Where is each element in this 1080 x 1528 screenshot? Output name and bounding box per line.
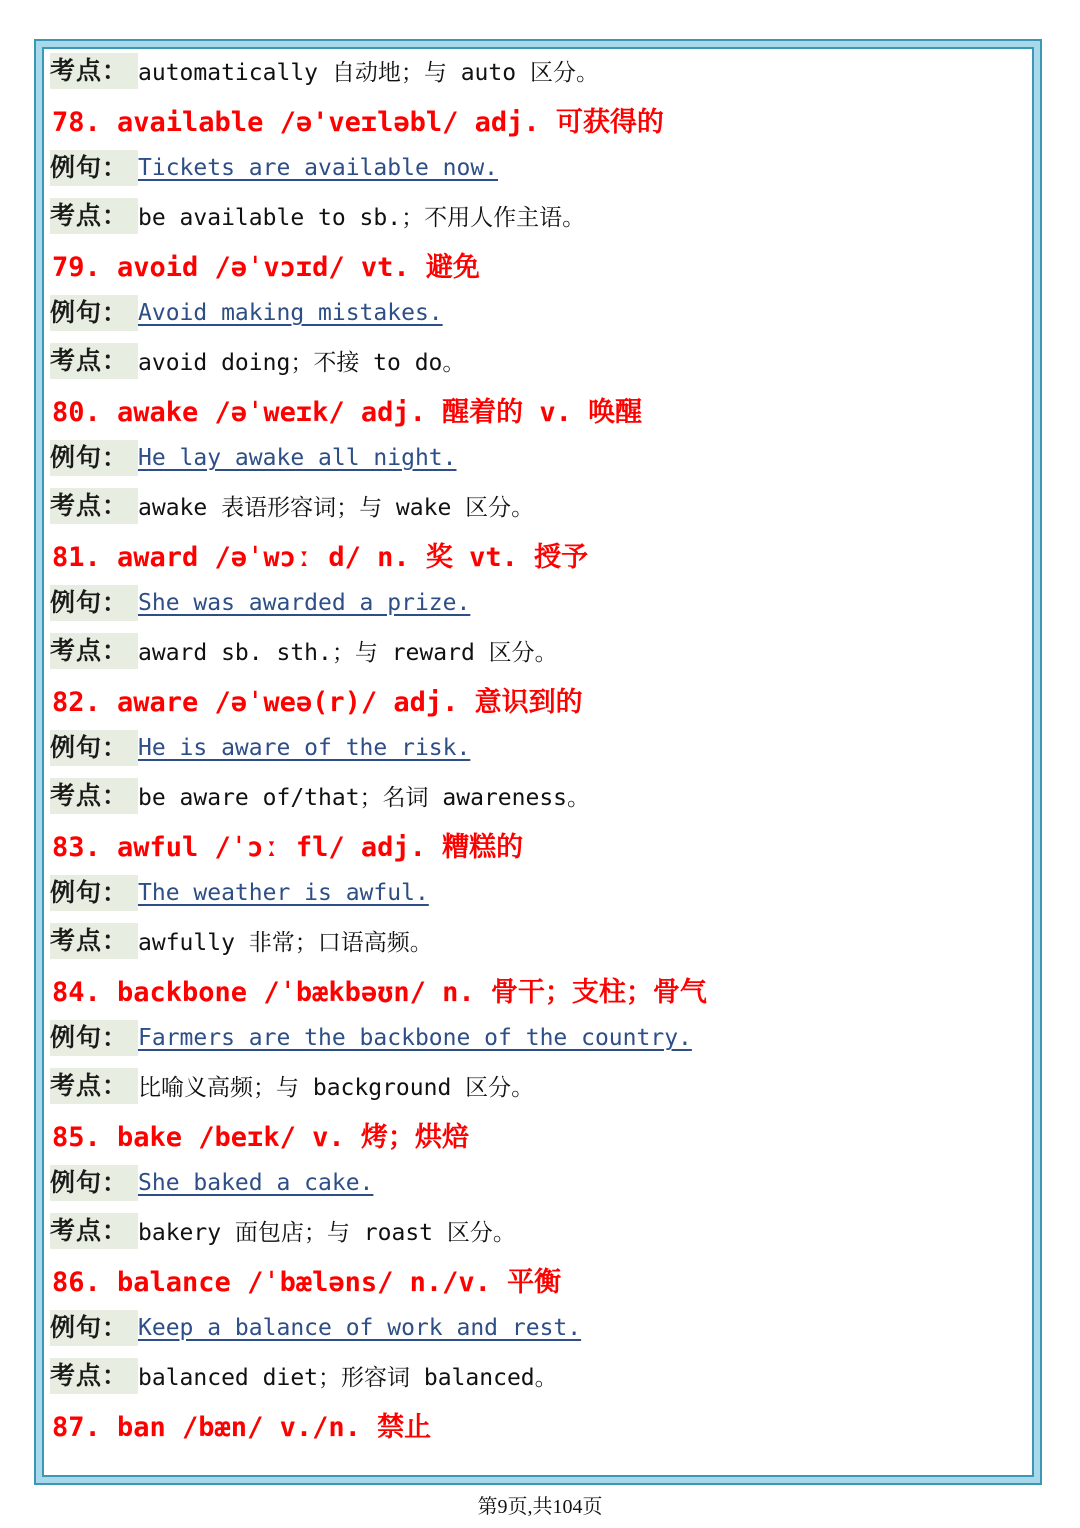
example-sentence: She baked a cake. xyxy=(138,1170,374,1196)
note-text: balanced diet；形容词 balanced。 xyxy=(138,1365,558,1391)
note-label: 考点： xyxy=(50,488,138,524)
example-sentence: He is aware of the risk. xyxy=(138,735,471,761)
note-row xyxy=(50,772,1030,819)
entry-heading-text: 81. award /əˈwɔː d/ n. 奖 vt. 授予 xyxy=(52,541,589,573)
example-label: 例句： xyxy=(50,440,138,476)
example-row xyxy=(50,1014,1030,1062)
note-row xyxy=(50,482,1030,529)
entry-heading xyxy=(50,674,1030,724)
entry-heading xyxy=(50,239,1030,289)
example-sentence: Tickets are available now. xyxy=(138,155,499,181)
note-label: 考点： xyxy=(50,778,138,814)
example-row xyxy=(50,579,1030,627)
example-row xyxy=(50,869,1030,917)
entry-heading xyxy=(50,964,1030,1014)
note-text: avoid doing；不接 to do。 xyxy=(138,350,466,376)
entry-heading-text: 85. bake /beɪk/ v. 烤；烘焙 xyxy=(52,1121,469,1153)
entry-heading-text: 78. available /ə'veɪləbl/ adj. 可获得的 xyxy=(52,106,664,138)
entry-heading-text: 87. ban /bæn/ v./n. 禁止 xyxy=(52,1411,432,1443)
example-row xyxy=(50,144,1030,192)
note-text: be aware of/that；名词 awareness。 xyxy=(138,785,591,811)
note-row xyxy=(50,627,1030,674)
note-label: 考点： xyxy=(50,1358,138,1394)
example-label: 例句： xyxy=(50,1165,138,1201)
note-row xyxy=(50,1062,1030,1109)
note-row xyxy=(50,192,1030,239)
note-label: 考点： xyxy=(50,1213,138,1249)
example-row xyxy=(50,1159,1030,1207)
example-sentence: Keep a balance of work and rest. xyxy=(138,1315,582,1341)
entry-heading-text: 83. awful /ˈɔː fl/ adj. 糟糕的 xyxy=(52,831,524,863)
note-label: 考点： xyxy=(50,343,138,379)
note-row xyxy=(50,1352,1030,1399)
example-sentence: He lay awake all night. xyxy=(138,445,457,471)
note-text: awake 表语形容词；与 wake 区分。 xyxy=(138,495,535,521)
example-label: 例句： xyxy=(50,1310,138,1346)
example-label: 例句： xyxy=(50,585,138,621)
example-row xyxy=(50,434,1030,482)
note-text: bakery 面包店；与 roast 区分。 xyxy=(138,1220,516,1246)
example-label: 例句： xyxy=(50,1020,138,1056)
example-label: 例句： xyxy=(50,875,138,911)
example-label: 例句： xyxy=(50,295,138,331)
note-label: 考点： xyxy=(50,198,138,234)
note-text: awfully 非常；口语高频。 xyxy=(138,930,433,956)
example-label: 例句： xyxy=(50,150,138,186)
example-sentence: The weather is awful. xyxy=(138,880,429,906)
page-number: 第9页,共104页 xyxy=(477,1496,603,1518)
example-sentence: Avoid making mistakes. xyxy=(138,300,443,326)
note-text: be available to sb.；不用人作主语。 xyxy=(138,205,586,231)
example-sentence: Farmers are the backbone of the country. xyxy=(138,1025,692,1051)
entry-heading-text: 80. awake /əˈweɪk/ adj. 醒着的 v. 唤醒 xyxy=(52,396,643,428)
note-row xyxy=(50,917,1030,964)
note-text: award sb. sth.；与 reward 区分。 xyxy=(138,640,558,666)
note-label: 考点： xyxy=(50,923,138,959)
note-row xyxy=(50,47,1030,94)
entry-heading-text: 86. balance /ˈbæləns/ n./v. 平衡 xyxy=(52,1266,562,1298)
entry-heading xyxy=(50,94,1030,144)
note-row xyxy=(50,337,1030,384)
note-label: 考点： xyxy=(50,1068,138,1104)
note-label: 考点： xyxy=(50,53,138,89)
entry-heading-text: 82. aware /əˈweə(r)/ adj. 意识到的 xyxy=(52,686,583,718)
note-label: 考点： xyxy=(50,633,138,669)
entry-heading-text: 79. avoid /əˈvɔɪd/ vt. 避免 xyxy=(52,251,480,283)
example-row xyxy=(50,1304,1030,1352)
note-text: 比喻义高频；与 background 区分。 xyxy=(138,1075,535,1101)
example-row xyxy=(50,724,1030,772)
example-label: 例句： xyxy=(50,730,138,766)
example-sentence: She was awarded a prize. xyxy=(138,590,471,616)
vocabulary-list xyxy=(50,47,1030,1449)
entry-heading xyxy=(50,1254,1030,1304)
entry-heading xyxy=(50,1399,1030,1449)
entry-heading-text: 84. backbone /ˈbækbəʊn/ n. 骨干；支柱；骨气 xyxy=(52,976,707,1008)
entry-heading xyxy=(50,384,1030,434)
note-text: automatically 自动地；与 auto 区分。 xyxy=(138,60,599,86)
note-row xyxy=(50,1207,1030,1254)
entry-heading xyxy=(50,529,1030,579)
entry-heading xyxy=(50,819,1030,869)
entry-heading xyxy=(50,1109,1030,1159)
example-row xyxy=(50,289,1030,337)
